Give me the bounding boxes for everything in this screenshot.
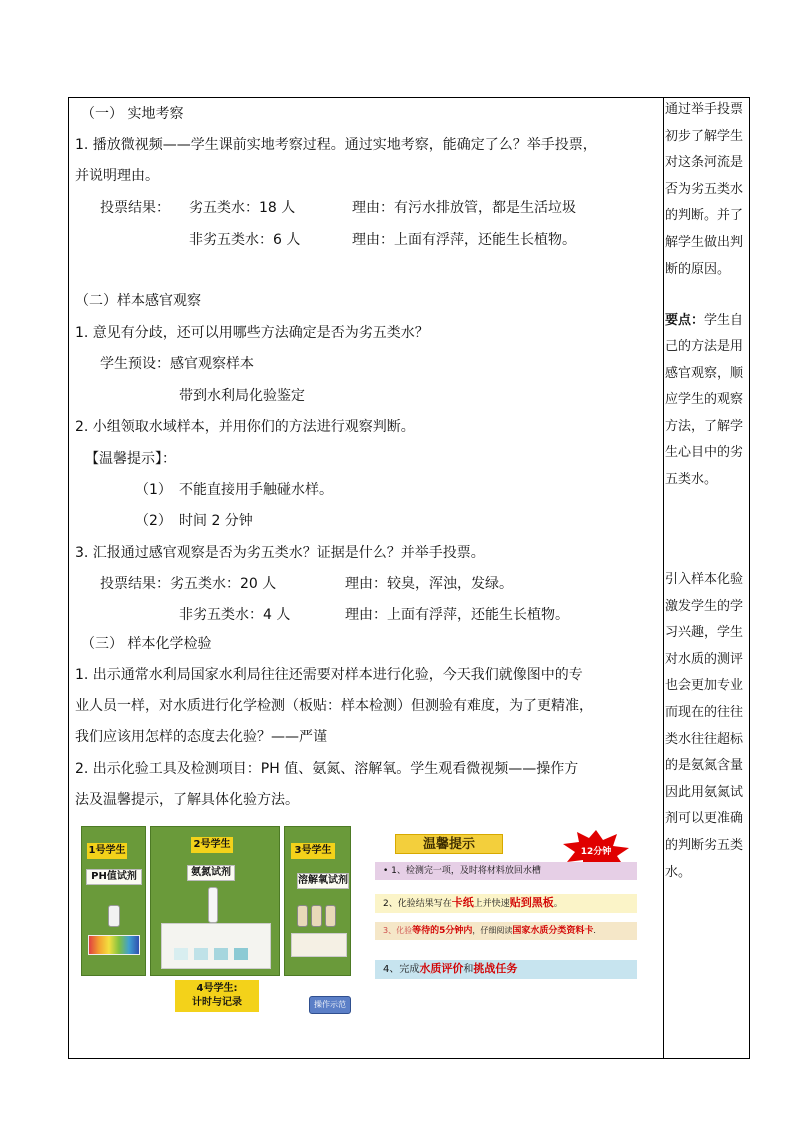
sidebar-line: 解学生做出判 — [665, 235, 744, 250]
sidebar-line: 方法，了解学 — [665, 418, 744, 434]
tip-row-2: 2、化验结果写在卡纸上并快速贴到黑板。 — [375, 894, 637, 913]
sidebar-line: 类水往往超标 — [665, 731, 744, 747]
student3-reagent-tag: 溶解氧试剂 — [297, 873, 349, 889]
sidebar-line: 断的原因。 — [665, 261, 731, 277]
tips-title: 温馨提示 — [395, 834, 503, 854]
main-column — [69, 98, 663, 1058]
section2-tip1: 不能直接用手触碰水样。 — [179, 482, 333, 498]
sidebar-line: 也会更加专业 — [665, 678, 744, 694]
section1-item1-line2: 并说明理由。 — [75, 168, 159, 184]
section1-vote-label: 投票结果： — [100, 200, 170, 216]
student2-photo — [150, 826, 280, 976]
section3-item1-line3: 我们应该用怎样的态度去化验？——严谨 — [75, 729, 327, 745]
sidebar-line: 五类水。 — [665, 472, 718, 487]
tip-row-3: 3、化验等待的5分钟内，仔细阅读国家水质分类资料卡. — [375, 922, 637, 940]
sidebar-line: 因此用氨氮试 — [665, 784, 744, 800]
section1-reason-a: 理由：有污水排放管，都是生活垃圾 — [352, 200, 576, 216]
sidebar-line: 初步了解学生 — [665, 128, 744, 144]
sidebar-line: 引入样本化验 — [665, 572, 744, 587]
section2-item2: 2. 小组领取水域样本，并用你们的方法进行观察判断。 — [75, 419, 415, 435]
section2-tip-heading: 【温馨提示】： — [85, 451, 176, 467]
sidebar-line: 感官观察，顺 — [665, 365, 744, 381]
sidebar-line: 习兴趣，学生 — [665, 625, 744, 641]
section3-item1-line1: 1. 出示通常水利局国家水利局往往还需要对样本进行化验，今天我们就像图中的专 — [75, 667, 583, 683]
sidebar-line: 的是氨氮含量 — [665, 758, 744, 774]
section2-heading: （二）样本感官观察 — [75, 293, 201, 309]
bottle-icon — [325, 905, 336, 927]
timer-badge: 12分钟 — [580, 847, 612, 857]
sidebar-key-line — [665, 311, 743, 331]
sidebar-line: 对这条河流是 — [665, 155, 744, 171]
student3-photo — [284, 826, 351, 976]
key-label: 要点： — [665, 313, 705, 328]
section3-item2-line1: 2. 出示化验工具及检测项目：PH 值、氨氮、溶解氧。学生观看微视频——操作方 — [75, 761, 579, 777]
section1-heading: （一） 实地考察 — [81, 106, 184, 122]
bottle-icon — [297, 905, 308, 927]
lesson-table — [68, 97, 750, 1059]
section1-reason-b: 理由：上面有浮萍，还能生长植物。 — [352, 232, 576, 248]
student4-label — [175, 980, 259, 1012]
student1-label: 1号学生 — [87, 843, 127, 859]
sidebar-line: 激发学生的学 — [665, 598, 744, 614]
section1-vote-a: 劣五类水：18 人 — [189, 200, 296, 216]
section2-preset-label: 学生预设：感官观察样本 — [100, 356, 254, 372]
section3-item2-line2: 法及温馨提示，了解具体化验方法。 — [75, 792, 299, 808]
student1-reagent-tag: PH值试剂 — [86, 869, 142, 885]
student2-reagent-tag: 氨氮试剂 — [187, 865, 235, 881]
bottle-icon — [311, 905, 322, 927]
section2-reason-a: 理由：较臭，浑浊，发绿。 — [345, 576, 513, 592]
sidebar-line: 对水质的测评 — [665, 651, 744, 667]
tip-row-1: • 1、检测完一项，及时将材料放回水槽 — [375, 862, 637, 880]
ammonia-color-card — [161, 923, 271, 969]
sidebar-line: 通过举手投票 — [665, 102, 744, 117]
side-column — [665, 98, 751, 1058]
sidebar-line: 生心目中的劣 — [665, 445, 744, 461]
section2-tip2: 时间 2 分钟 — [179, 513, 253, 529]
sidebar-line: 而现在的往往 — [665, 705, 744, 720]
student4-label-line2: 计时与记录 — [192, 997, 242, 1008]
bottle-icon — [108, 905, 120, 927]
sidebar-line: 己的方法是用 — [665, 339, 744, 354]
tips-panel — [375, 828, 643, 1012]
student4-label-line1: 4号学生: — [196, 983, 238, 994]
student3-label: 3号学生 — [291, 843, 335, 859]
oxygen-color-card — [291, 933, 347, 957]
section2-vote-label: 投票结果：劣五类水：20 人 — [100, 576, 277, 592]
ph-color-chart — [88, 935, 140, 955]
section2-item3: 3. 汇报通过感官观察是否为劣五类水？证据是什么？并举手投票。 — [75, 545, 485, 561]
section2-item1: 1. 意见有分歧，还可以用哪些方法确定是否为劣五类水？ — [75, 325, 429, 341]
section2-vote-b: 非劣五类水：4 人 — [179, 607, 291, 623]
section3-heading: （三） 样本化学检验 — [81, 636, 212, 652]
section1-item1-line1: 1. 播放微视频——学生课前实地考察过程。通过实地考察，能确定了么？举手投票， — [75, 137, 597, 153]
section3-item1-line2: 业人员一样，对水质进行化学检测（板贴：样本检测）但测验有难度，为了更精准， — [75, 698, 593, 714]
student1-photo — [81, 826, 146, 976]
sidebar-line: 水。 — [665, 864, 692, 880]
key-text: 学生自 — [704, 313, 744, 328]
student2-label: 2号学生 — [191, 837, 233, 853]
demo-button[interactable]: 操作示范 — [309, 996, 351, 1014]
section1-vote-b: 非劣五类水：6 人 — [189, 232, 301, 248]
section2-reason-b: 理由：上面有浮萍，还能生长植物。 — [345, 607, 569, 623]
reagent-figure — [81, 824, 351, 1019]
section2-tip1-num: （1） — [135, 482, 172, 498]
sidebar-line: 应学生的观察 — [665, 392, 744, 408]
section2-tip2-num: （2） — [135, 513, 172, 529]
tip-row-4: 4、完成水质评价和挑战任务 — [375, 960, 637, 979]
test-tube-icon — [208, 887, 218, 923]
sidebar-line: 的判断。并了 — [665, 208, 744, 224]
sidebar-line: 否为劣五类水 — [665, 181, 744, 197]
sidebar-line: 剂可以更准确 — [665, 811, 744, 827]
column-divider — [663, 98, 664, 1058]
section2-preset-2: 带到水利局化验鉴定 — [179, 388, 305, 404]
sidebar-line: 的判断劣五类 — [665, 838, 744, 853]
